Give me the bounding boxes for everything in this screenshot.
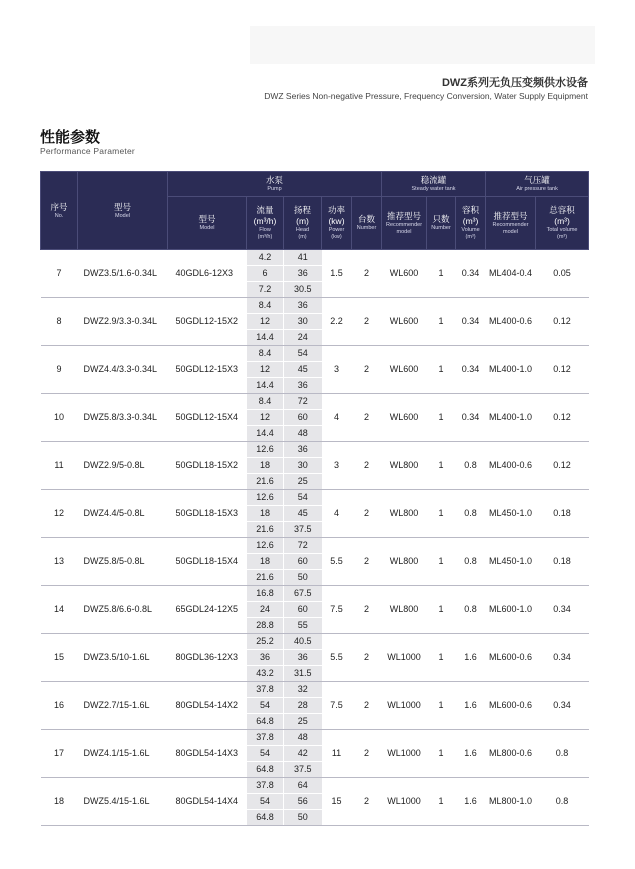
cell-flow: 7.2 <box>247 282 284 298</box>
cell-pump-model: 50GDL18-15X3 <box>168 490 247 538</box>
cell-number: 2 <box>352 394 382 442</box>
cell-number: 2 <box>352 298 382 346</box>
cell-head: 30 <box>284 314 322 330</box>
cell-tank-volume: 0.8 <box>456 442 486 490</box>
cell-flow: 14.4 <box>247 426 284 442</box>
cell-model: DWZ2.7/15-1.6L <box>78 682 168 730</box>
cell-flow: 25.2 <box>247 634 284 650</box>
cell-head: 67.5 <box>284 586 322 602</box>
cell-model: DWZ5.8/5-0.8L <box>78 538 168 586</box>
cell-tank-number: 1 <box>427 346 456 394</box>
col-group-air-tank: 气压罐 Air pressure tank <box>486 172 589 197</box>
cell-head: 30.5 <box>284 282 322 298</box>
cell-flow: 14.4 <box>247 378 284 394</box>
cell-pump-model: 50GDL12-15X2 <box>168 298 247 346</box>
cell-pump-model: 50GDL18-15X2 <box>168 442 247 490</box>
cell-tank-number: 1 <box>427 586 456 634</box>
section-title-en: Performance Parameter <box>40 146 135 156</box>
table-body <box>41 250 589 826</box>
cell-no: 16 <box>41 682 78 730</box>
cell-flow: 24 <box>247 602 284 618</box>
cell-tank-model: WL800 <box>382 538 427 586</box>
cell-air-volume: 0.05 <box>536 250 589 298</box>
cell-number: 2 <box>352 442 382 490</box>
cell-tank-number: 1 <box>427 778 456 826</box>
cell-tank-number: 1 <box>427 250 456 298</box>
cell-flow: 12.6 <box>247 442 284 458</box>
cell-flow: 12 <box>247 362 284 378</box>
cell-tank-model: WL800 <box>382 586 427 634</box>
cell-power: 7.5 <box>322 682 352 730</box>
cell-number: 2 <box>352 490 382 538</box>
cell-tank-model: WL1000 <box>382 634 427 682</box>
cell-power: 11 <box>322 730 352 778</box>
cell-head: 36 <box>284 650 322 666</box>
performance-table <box>40 171 589 826</box>
cell-flow: 12 <box>247 314 284 330</box>
table-header <box>41 172 589 250</box>
cell-head: 54 <box>284 346 322 362</box>
cell-tank-model: WL800 <box>382 490 427 538</box>
cell-flow: 64.8 <box>247 714 284 730</box>
cell-air-model: ML800-0.6 <box>486 730 536 778</box>
cell-model: DWZ4.4/3.3-0.34L <box>78 346 168 394</box>
cell-air-volume: 0.8 <box>536 730 589 778</box>
cell-head: 45 <box>284 362 322 378</box>
cell-no: 7 <box>41 250 78 298</box>
cell-flow: 8.4 <box>247 394 284 410</box>
cell-power: 2.2 <box>322 298 352 346</box>
cell-power: 4 <box>322 394 352 442</box>
table-row <box>41 586 589 602</box>
col-tank-number: 只数 Number <box>427 197 456 250</box>
col-pump-model: 型号 Model <box>168 197 247 250</box>
cell-flow: 12.6 <box>247 490 284 506</box>
cell-air-volume: 0.34 <box>536 634 589 682</box>
cell-head: 25 <box>284 474 322 490</box>
cell-power: 5.5 <box>322 634 352 682</box>
cell-head: 40.5 <box>284 634 322 650</box>
col-model: 型号 Model <box>78 172 168 250</box>
cell-tank-volume: 0.8 <box>456 586 486 634</box>
cell-air-volume: 0.34 <box>536 586 589 634</box>
cell-flow: 16.8 <box>247 586 284 602</box>
cell-pump-model: 50GDL18-15X4 <box>168 538 247 586</box>
cell-model: DWZ2.9/5-0.8L <box>78 442 168 490</box>
cell-head: 25 <box>284 714 322 730</box>
col-head: 扬程 (m) Head (m) <box>284 197 322 250</box>
cell-head: 28 <box>284 698 322 714</box>
cell-no: 12 <box>41 490 78 538</box>
cell-flow: 21.6 <box>247 570 284 586</box>
cell-head: 36 <box>284 378 322 394</box>
cell-air-model: ML600-0.6 <box>486 682 536 730</box>
col-air-model: 推荐型号 Recommender model <box>486 197 536 250</box>
cell-tank-model: WL1000 <box>382 778 427 826</box>
cell-no: 9 <box>41 346 78 394</box>
cell-model: DWZ5.8/3.3-0.34L <box>78 394 168 442</box>
cell-flow: 4.2 <box>247 250 284 266</box>
cell-pump-model: 50GDL12-15X4 <box>168 394 247 442</box>
cell-number: 2 <box>352 634 382 682</box>
cell-tank-volume: 0.34 <box>456 346 486 394</box>
cell-air-model: ML400-0.6 <box>486 442 536 490</box>
cell-air-model: ML404-0.4 <box>486 250 536 298</box>
section-title-cn: 性能参数 <box>40 129 101 146</box>
cell-power: 7.5 <box>322 586 352 634</box>
table-row <box>41 394 589 410</box>
cell-flow: 18 <box>247 506 284 522</box>
cell-tank-volume: 1.6 <box>456 778 486 826</box>
cell-tank-volume: 1.6 <box>456 682 486 730</box>
cell-head: 36 <box>284 298 322 314</box>
cell-flow: 64.8 <box>247 810 284 826</box>
cell-flow: 28.8 <box>247 618 284 634</box>
table-row <box>41 730 589 746</box>
cell-air-model: ML450-1.0 <box>486 538 536 586</box>
cell-air-volume: 0.8 <box>536 778 589 826</box>
cell-no: 17 <box>41 730 78 778</box>
cell-power: 4 <box>322 490 352 538</box>
cell-tank-number: 1 <box>427 538 456 586</box>
cell-head: 37.5 <box>284 522 322 538</box>
cell-flow: 18 <box>247 554 284 570</box>
cell-no: 15 <box>41 634 78 682</box>
table-row <box>41 490 589 506</box>
cell-number: 2 <box>352 586 382 634</box>
cell-power: 1.5 <box>322 250 352 298</box>
cell-model: DWZ5.8/6.6-0.8L <box>78 586 168 634</box>
cell-flow: 37.8 <box>247 778 284 794</box>
cell-tank-volume: 0.34 <box>456 250 486 298</box>
col-group-steady-tank: 稳流罐 Steady water tank <box>382 172 486 197</box>
table-row <box>41 634 589 650</box>
cell-head: 56 <box>284 794 322 810</box>
cell-head: 30 <box>284 458 322 474</box>
cell-air-volume: 0.34 <box>536 682 589 730</box>
cell-flow: 18 <box>247 458 284 474</box>
document-title-en: DWZ Series Non-negative Pressure, Frequency Conversion, Water Supply Equipment <box>264 91 588 101</box>
cell-number: 2 <box>352 682 382 730</box>
cell-flow: 8.4 <box>247 298 284 314</box>
cell-tank-model: WL600 <box>382 250 427 298</box>
cell-flow: 21.6 <box>247 522 284 538</box>
cell-air-model: ML400-0.6 <box>486 298 536 346</box>
cell-pump-model: 50GDL12-15X3 <box>168 346 247 394</box>
table-row <box>41 250 589 266</box>
col-no: 序号 No. <box>41 172 78 250</box>
cell-head: 45 <box>284 506 322 522</box>
cell-head: 64 <box>284 778 322 794</box>
cell-model: DWZ3.5/1.6-0.34L <box>78 250 168 298</box>
cell-tank-model: WL800 <box>382 442 427 490</box>
cell-air-model: ML600-1.0 <box>486 586 536 634</box>
cell-flow: 36 <box>247 650 284 666</box>
cell-flow: 43.2 <box>247 666 284 682</box>
cell-pump-model: 80GDL54-14X2 <box>168 682 247 730</box>
cell-number: 2 <box>352 346 382 394</box>
cell-model: DWZ2.9/3.3-0.34L <box>78 298 168 346</box>
cell-model: DWZ5.4/15-1.6L <box>78 778 168 826</box>
cell-head: 54 <box>284 490 322 506</box>
cell-head: 36 <box>284 442 322 458</box>
cell-pump-model: 80GDL36-12X3 <box>168 634 247 682</box>
cell-power: 15 <box>322 778 352 826</box>
cell-air-model: ML800-1.0 <box>486 778 536 826</box>
cell-tank-volume: 1.6 <box>456 730 486 778</box>
col-group-pump: 水泵 Pump <box>168 172 382 197</box>
cell-head: 42 <box>284 746 322 762</box>
cell-tank-model: WL600 <box>382 298 427 346</box>
cell-no: 14 <box>41 586 78 634</box>
cell-tank-volume: 1.6 <box>456 634 486 682</box>
cell-number: 2 <box>352 778 382 826</box>
cell-flow: 54 <box>247 698 284 714</box>
cell-flow: 54 <box>247 794 284 810</box>
table-row <box>41 682 589 698</box>
cell-no: 11 <box>41 442 78 490</box>
cell-flow: 21.6 <box>247 474 284 490</box>
cell-head: 24 <box>284 330 322 346</box>
cell-tank-volume: 0.34 <box>456 394 486 442</box>
cell-flow: 14.4 <box>247 330 284 346</box>
cell-pump-model: 80GDL54-14X4 <box>168 778 247 826</box>
cell-head: 60 <box>284 554 322 570</box>
cell-flow: 54 <box>247 746 284 762</box>
cell-tank-model: WL600 <box>382 346 427 394</box>
cell-tank-number: 1 <box>427 490 456 538</box>
cell-head: 72 <box>284 538 322 554</box>
cell-air-model: ML400-1.0 <box>486 346 536 394</box>
cell-tank-model: WL1000 <box>382 730 427 778</box>
cell-air-model: ML400-1.0 <box>486 394 536 442</box>
cell-flow: 12.6 <box>247 538 284 554</box>
table-row <box>41 442 589 458</box>
cell-power: 3 <box>322 346 352 394</box>
document-title-cn: DWZ系列无负压变频供水设备 <box>441 77 588 89</box>
cell-head: 60 <box>284 602 322 618</box>
cell-tank-model: WL600 <box>382 394 427 442</box>
cell-head: 55 <box>284 618 322 634</box>
cell-air-volume: 0.12 <box>536 346 589 394</box>
cell-tank-number: 1 <box>427 634 456 682</box>
cell-head: 36 <box>284 266 322 282</box>
cell-pump-model: 80GDL54-14X3 <box>168 730 247 778</box>
cell-air-model: ML450-1.0 <box>486 490 536 538</box>
col-air-volume: 总容积 (m³) Total volume (m³) <box>536 197 589 250</box>
cell-flow: 37.8 <box>247 682 284 698</box>
cell-model: DWZ3.5/10-1.6L <box>78 634 168 682</box>
cell-tank-number: 1 <box>427 394 456 442</box>
cell-no: 13 <box>41 538 78 586</box>
cell-number: 2 <box>352 250 382 298</box>
table-row <box>41 346 589 362</box>
cell-air-volume: 0.12 <box>536 298 589 346</box>
cell-head: 50 <box>284 810 322 826</box>
cell-head: 48 <box>284 426 322 442</box>
cell-tank-number: 1 <box>427 298 456 346</box>
cell-head: 31.5 <box>284 666 322 682</box>
cell-head: 41 <box>284 250 322 266</box>
cell-tank-number: 1 <box>427 682 456 730</box>
cell-flow: 64.8 <box>247 762 284 778</box>
cell-power: 3 <box>322 442 352 490</box>
col-power: 功率 (kw) Power (kw) <box>322 197 352 250</box>
col-tank-volume: 容积 (m³) Volume (m³) <box>456 197 486 250</box>
cell-model: DWZ4.1/15-1.6L <box>78 730 168 778</box>
cell-number: 2 <box>352 538 382 586</box>
cell-model: DWZ4.4/5-0.8L <box>78 490 168 538</box>
table-row <box>41 778 589 794</box>
cell-no: 10 <box>41 394 78 442</box>
cell-number: 2 <box>352 730 382 778</box>
cell-tank-volume: 0.34 <box>456 298 486 346</box>
cell-tank-volume: 0.8 <box>456 490 486 538</box>
cell-tank-number: 1 <box>427 730 456 778</box>
cell-head: 50 <box>284 570 322 586</box>
cell-flow: 12 <box>247 410 284 426</box>
cell-flow: 8.4 <box>247 346 284 362</box>
col-number: 台数 Number <box>352 197 382 250</box>
table-row <box>41 298 589 314</box>
cell-head: 37.5 <box>284 762 322 778</box>
cell-tank-number: 1 <box>427 442 456 490</box>
col-flow: 流量 (m³/h) Flow (m³/h) <box>247 197 284 250</box>
table-row <box>41 538 589 554</box>
top-banner <box>250 26 595 64</box>
cell-no: 8 <box>41 298 78 346</box>
cell-flow: 6 <box>247 266 284 282</box>
cell-pump-model: 40GDL6-12X3 <box>168 250 247 298</box>
cell-power: 5.5 <box>322 538 352 586</box>
col-tank-model: 推荐型号 Recommender model <box>382 197 427 250</box>
cell-air-volume: 0.18 <box>536 490 589 538</box>
cell-air-model: ML600-0.6 <box>486 634 536 682</box>
cell-air-volume: 0.18 <box>536 538 589 586</box>
cell-no: 18 <box>41 778 78 826</box>
cell-air-volume: 0.12 <box>536 394 589 442</box>
cell-flow: 37.8 <box>247 730 284 746</box>
cell-tank-volume: 0.8 <box>456 538 486 586</box>
cell-head: 48 <box>284 730 322 746</box>
cell-tank-model: WL1000 <box>382 682 427 730</box>
cell-head: 72 <box>284 394 322 410</box>
cell-pump-model: 65GDL24-12X5 <box>168 586 247 634</box>
cell-head: 32 <box>284 682 322 698</box>
cell-head: 60 <box>284 410 322 426</box>
cell-air-volume: 0.12 <box>536 442 589 490</box>
